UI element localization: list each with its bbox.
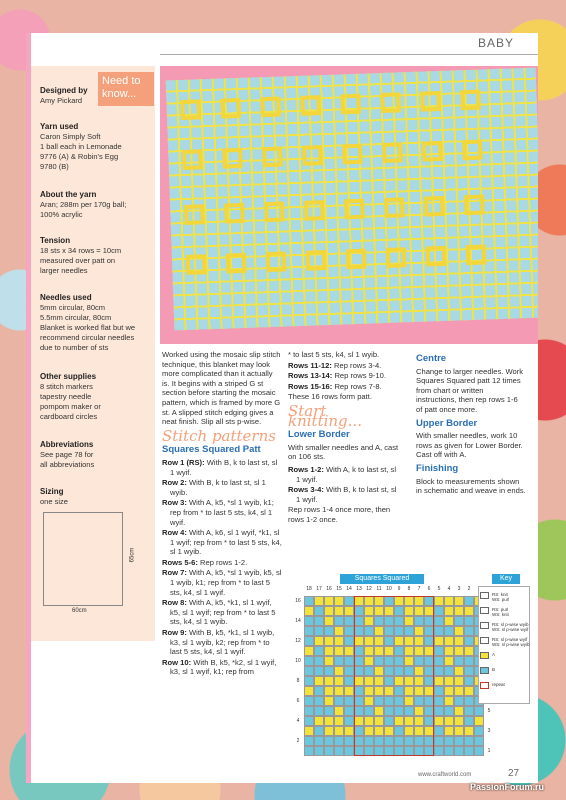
chart-row-number: 12 bbox=[295, 638, 301, 644]
chart-cell bbox=[464, 716, 474, 726]
chart-cell bbox=[334, 666, 344, 676]
chart-row-number: 6 bbox=[296, 698, 300, 704]
chart-cell bbox=[474, 706, 484, 716]
chart-cell bbox=[324, 706, 334, 716]
chart-cell bbox=[454, 666, 464, 676]
chart-col-number: 4 bbox=[447, 586, 451, 592]
chart-cell bbox=[464, 666, 474, 676]
chart-col-number: 15 bbox=[336, 586, 342, 592]
chart-cell bbox=[304, 726, 314, 736]
key-item: A bbox=[492, 652, 496, 657]
pattern-row: Row 8: With A, k5, *k1, sl 1 wyif, k5, sl 1 wyif; rep from * to last 5 sts, k4, sl 1 wyib. bbox=[162, 598, 276, 627]
patt-note: These 16 rows form patt. bbox=[288, 392, 372, 402]
chart-cell bbox=[334, 706, 344, 716]
chart-cell bbox=[444, 596, 454, 606]
chart-cell bbox=[444, 636, 454, 646]
chart-cell bbox=[464, 736, 474, 746]
pattern-row: Rows 11-12: Rep rows 3-4. bbox=[288, 360, 382, 370]
pattern-row: Row 1 (RS): With B, k to last st, sl 1 wyif. bbox=[162, 457, 278, 477]
row-continuation: * to last 5 sts, k4, sl 1 wyib. bbox=[288, 350, 380, 359]
schematic-diagram bbox=[43, 512, 123, 606]
chart-cell bbox=[444, 736, 454, 746]
chart-cell bbox=[464, 656, 474, 666]
chart-row-number: 10 bbox=[295, 658, 301, 664]
chart-cell bbox=[304, 596, 314, 606]
chart-cell bbox=[344, 626, 354, 636]
intro-text: Worked using the mosaic slip stitch technique, this blanket may look more complicated than it actually is. It begins with a striped G st section before starting the mosaic pattern, which is framed by more G st. A slipped stitch edging gives a neat finish. Slip all sts p-wise. bbox=[162, 350, 281, 427]
chart-cell bbox=[314, 606, 324, 616]
chart-cell bbox=[324, 676, 334, 686]
chart-cell bbox=[304, 636, 314, 646]
chart-cell bbox=[454, 726, 464, 736]
key-swatch bbox=[480, 682, 489, 689]
chart-cell bbox=[344, 706, 354, 716]
chart-cell bbox=[334, 596, 344, 606]
chart-cell bbox=[454, 656, 464, 666]
chart-cell bbox=[324, 606, 334, 616]
chart-cell bbox=[334, 686, 344, 696]
finishing-text: Block to measurements shown in schematic and weave in ends. bbox=[416, 476, 526, 496]
chart-cell bbox=[444, 716, 454, 726]
chart-cell bbox=[344, 726, 354, 736]
chart-col-number: 10 bbox=[386, 586, 392, 592]
chart-cell bbox=[454, 736, 464, 746]
chart-cell bbox=[444, 706, 454, 716]
chart-cell bbox=[464, 646, 474, 656]
chart-col-number: 3 bbox=[457, 586, 461, 592]
chart-cell bbox=[324, 666, 334, 676]
chart-cell bbox=[434, 636, 444, 646]
chart-cell bbox=[304, 746, 314, 756]
chart-cell bbox=[304, 616, 314, 626]
pattern-row: Row 3: With A, k5, *sl 1 wyib, k1; rep from * to last 5 sts, k4, sl 1 wyif. bbox=[162, 498, 274, 527]
chart-cell bbox=[304, 656, 314, 666]
chart-cell bbox=[444, 616, 454, 626]
chart-col-number: 7 bbox=[417, 586, 421, 592]
page-number: 27 bbox=[508, 768, 520, 779]
chart-cell bbox=[314, 656, 324, 666]
column-1 bbox=[162, 350, 282, 678]
chart-cell bbox=[334, 716, 344, 726]
chart-cell bbox=[304, 676, 314, 686]
abbreviations: Abbreviations See page 78 for all abbreviations bbox=[40, 440, 95, 469]
pattern-row: Rows 1-2: With A, k to last st, sl 1 wyif. bbox=[288, 464, 397, 484]
chart-row-number: 1 bbox=[487, 748, 491, 754]
chart-cell bbox=[334, 656, 344, 666]
tension: Tension 18 sts x 34 rows = 10cm measured over patt on larger needles bbox=[40, 236, 122, 275]
chart-cell bbox=[344, 696, 354, 706]
chart-row-number: 5 bbox=[487, 708, 491, 714]
footer-url: www.craftworld.com bbox=[418, 772, 472, 778]
chart-cell bbox=[474, 736, 484, 746]
chart-cell bbox=[324, 716, 334, 726]
chart-row-number: 2 bbox=[296, 738, 300, 744]
lower-border-rows bbox=[288, 465, 400, 504]
chart-cell bbox=[324, 736, 334, 746]
chart-cell bbox=[434, 726, 444, 736]
chart-cell bbox=[314, 696, 324, 706]
chart-cell bbox=[324, 626, 334, 636]
chart-cell bbox=[434, 716, 444, 726]
header-rule bbox=[160, 54, 538, 55]
pattern-row: Rows 3-4: With B, k to last st, sl 1 wyif. bbox=[288, 485, 397, 504]
knitted-blanket bbox=[166, 68, 538, 331]
chart-col-number: 16 bbox=[326, 586, 332, 592]
column-2 bbox=[288, 350, 400, 528]
chart-cell bbox=[464, 676, 474, 686]
chart-cell bbox=[334, 736, 344, 746]
chart-cell bbox=[334, 616, 344, 626]
chart-cell bbox=[434, 606, 444, 616]
other-supplies: Other supplies 8 stitch markers tapestry needle pompom maker or cardboard circles bbox=[40, 372, 101, 421]
chart-cell bbox=[314, 746, 324, 756]
pattern-row: Row 7: With A, k5, *sl 1 wyib, k5, sl 1 wyib, k1; rep from * to last 5 sts, k4, sl 1 wyif. bbox=[162, 568, 282, 597]
finishing-heading: Finishing bbox=[416, 462, 459, 474]
pattern-row: Row 4: With A, k6, sl 1 wyif, *k1, sl 1 wyif; rep from * to last 5 sts, k4, sl 1 wyib. bbox=[162, 528, 282, 557]
chart-cell bbox=[464, 636, 474, 646]
chart-cell bbox=[314, 706, 324, 716]
centre-text: Change to larger needles. Work Squares Squared patt 12 times from chart or written instructions, then rep rows 1-6 of patt once more. bbox=[416, 366, 524, 414]
chart-col-number: 2 bbox=[467, 586, 471, 592]
key-item: RS: purl WS: knit bbox=[492, 607, 509, 617]
upper-border-heading: Upper Border bbox=[416, 417, 478, 429]
key-swatch bbox=[480, 607, 489, 614]
chart-col-number: 14 bbox=[346, 586, 352, 592]
key-title: Key bbox=[492, 574, 520, 584]
chart-cell bbox=[454, 676, 464, 686]
chart-cell bbox=[304, 666, 314, 676]
key-item: RS: sl p-wise wyib WS: sl p-wise wyif bbox=[492, 622, 529, 632]
chart-cell bbox=[434, 696, 444, 706]
chart-cell bbox=[454, 626, 464, 636]
chart-cell bbox=[314, 726, 324, 736]
key-item: B bbox=[492, 667, 496, 672]
chart-cell bbox=[444, 656, 454, 666]
chart-cell bbox=[334, 696, 344, 706]
chart-col-number: 17 bbox=[316, 586, 322, 592]
chart-cell bbox=[344, 606, 354, 616]
chart-cell bbox=[314, 716, 324, 726]
chart-cell bbox=[334, 646, 344, 656]
chart-cell bbox=[454, 746, 464, 756]
chart-cell bbox=[434, 676, 444, 686]
chart-cell bbox=[334, 606, 344, 616]
chart-cell bbox=[344, 656, 354, 666]
chart-cell bbox=[464, 696, 474, 706]
chart-cell bbox=[324, 746, 334, 756]
key-swatch bbox=[480, 667, 489, 674]
chart-cell bbox=[454, 636, 464, 646]
chart-cell bbox=[434, 626, 444, 636]
chart-cell bbox=[344, 716, 354, 726]
pattern-row: Row 9: With B, k5, *k1, sl 1 wyib, k3, sl 1 wyib, k2; rep from * to last 5 sts, k4, sl 1 wyif. bbox=[162, 628, 275, 657]
repeat-outline bbox=[354, 596, 434, 756]
chart-col-number: 18 bbox=[306, 586, 312, 592]
pattern-rows bbox=[162, 458, 282, 677]
key-swatch bbox=[480, 622, 489, 629]
key-swatch bbox=[480, 637, 489, 644]
chart-cell bbox=[444, 606, 454, 616]
chart-cell bbox=[314, 626, 324, 636]
chart-cell bbox=[304, 696, 314, 706]
chart-cell bbox=[434, 746, 444, 756]
lower-border-heading: Lower Border bbox=[288, 429, 350, 441]
chart-cell bbox=[304, 706, 314, 716]
chart-cell bbox=[474, 726, 484, 736]
chart-col-number: 9 bbox=[397, 586, 401, 592]
chart-cell bbox=[314, 646, 324, 656]
chart-cell bbox=[454, 706, 464, 716]
pattern-row: Row 2: With B, k to last st, sl 1 wyib. bbox=[162, 478, 266, 497]
chart-cell bbox=[344, 616, 354, 626]
schematic-height: 65cm bbox=[129, 547, 136, 563]
chart-cell bbox=[324, 726, 334, 736]
chart-cell bbox=[324, 656, 334, 666]
chart-cell bbox=[344, 646, 354, 656]
centre-heading: Centre bbox=[416, 353, 447, 364]
chart-cell bbox=[464, 616, 474, 626]
chart-cell bbox=[464, 596, 474, 606]
chart-cell bbox=[344, 666, 354, 676]
chart-cell bbox=[334, 726, 344, 736]
chart-cell bbox=[314, 666, 324, 676]
chart-row-number: 4 bbox=[296, 718, 300, 724]
chart-cell bbox=[434, 646, 444, 656]
chart-cell bbox=[454, 686, 464, 696]
chart-cell bbox=[324, 636, 334, 646]
start-knitting-heading: Start knitting... bbox=[288, 401, 362, 430]
chart-col-number: 5 bbox=[437, 586, 441, 592]
needles-used: Needles used 5mm circular, 80cm 5.5mm circular, 80cm Blanket is worked flat but we recommend circular needles due to number of sts bbox=[40, 293, 136, 352]
chart-cell bbox=[314, 636, 324, 646]
chart-cell bbox=[454, 616, 464, 626]
chart-cell bbox=[454, 716, 464, 726]
chart-cell bbox=[474, 716, 484, 726]
upper-border-text: With smaller needles, work 10 rows as given for Lower Border. Cast off with A. bbox=[416, 431, 523, 460]
chart-cell bbox=[304, 736, 314, 746]
chart-cell bbox=[314, 736, 324, 746]
sizing: Sizing one size bbox=[40, 487, 68, 506]
chart-col-number: 13 bbox=[356, 586, 362, 592]
chart-cell bbox=[464, 606, 474, 616]
chart-cell bbox=[334, 676, 344, 686]
schematic-width: 60cm bbox=[72, 608, 87, 614]
chart-row-number: 16 bbox=[295, 598, 301, 604]
chart-cell bbox=[434, 706, 444, 716]
chart-cell bbox=[454, 606, 464, 616]
chart-cell bbox=[434, 616, 444, 626]
chart-cell bbox=[464, 706, 474, 716]
chart-cell bbox=[444, 746, 454, 756]
key-swatch bbox=[480, 592, 489, 599]
chart-cell bbox=[324, 616, 334, 626]
chart-cell bbox=[454, 596, 464, 606]
chart-col-number: 11 bbox=[376, 586, 382, 592]
blanket-photo bbox=[160, 66, 538, 344]
chart-cell bbox=[464, 746, 474, 756]
chart-cell bbox=[444, 696, 454, 706]
about-yarn: About the yarn Aran; 288m per 170g ball; 100% acrylic bbox=[40, 190, 127, 219]
chart-row-number: 8 bbox=[296, 678, 300, 684]
chart-cell bbox=[304, 626, 314, 636]
chart-cell bbox=[444, 666, 454, 676]
chart-cell bbox=[464, 686, 474, 696]
chart-cell bbox=[344, 676, 354, 686]
chart-cell bbox=[344, 736, 354, 746]
chart-cell bbox=[454, 696, 464, 706]
squares-heading: Squares Squared Patt bbox=[162, 444, 261, 456]
chart-cell bbox=[304, 716, 314, 726]
chart-cell bbox=[324, 596, 334, 606]
need-to-know-badge: Need to know... bbox=[98, 72, 154, 106]
chart-cell bbox=[474, 746, 484, 756]
key-item: RS: knit WS: purl bbox=[492, 592, 510, 602]
chart-cell bbox=[444, 676, 454, 686]
chart-title: Squares Squared bbox=[340, 574, 424, 584]
chart-cell bbox=[314, 596, 324, 606]
yarn-used: Yarn used Caron Simply Soft 1 ball each in Lemonade 9776 (A) & Robin's Egg 9780 (B) bbox=[40, 122, 122, 171]
chart-cell bbox=[344, 686, 354, 696]
chart-cell bbox=[314, 686, 324, 696]
pattern-row: Row 10: With B, k5, *k2, sl 1 wyif, k3, sl 1 wyif, k1; rep from bbox=[162, 657, 277, 677]
designed-by: Designed by Amy Pickard bbox=[40, 86, 88, 105]
key-item: RS: sl p-wise wyif WS: sl p-wise wyib bbox=[492, 637, 530, 647]
lower-border-end: Rep rows 1-4 once more, then rows 1-2 once. bbox=[288, 505, 391, 524]
chart-cell bbox=[464, 726, 474, 736]
stitch-patterns-heading: Stitch patterns bbox=[162, 426, 276, 445]
chart-cell bbox=[334, 626, 344, 636]
chart-cell bbox=[314, 616, 324, 626]
column-3 bbox=[416, 350, 526, 499]
chart-cell bbox=[444, 626, 454, 636]
chart-col-number: 8 bbox=[407, 586, 411, 592]
chart-row-number: 14 bbox=[295, 618, 301, 624]
chart-cell bbox=[434, 686, 444, 696]
chart-cell bbox=[454, 646, 464, 656]
chart-cell bbox=[324, 686, 334, 696]
chart-cell bbox=[334, 636, 344, 646]
chart-cell bbox=[304, 646, 314, 656]
chart-cell bbox=[324, 646, 334, 656]
watermark: PassionForum.ru bbox=[470, 782, 545, 792]
chart-cell bbox=[434, 656, 444, 666]
chart-cell bbox=[444, 726, 454, 736]
chart-cell bbox=[314, 676, 324, 686]
chart-cell bbox=[434, 736, 444, 746]
pattern-rows-2 bbox=[288, 361, 400, 392]
chart-cell bbox=[344, 746, 354, 756]
key-item: repeat bbox=[492, 682, 505, 687]
chart-cell bbox=[434, 596, 444, 606]
chart-col-number: 12 bbox=[366, 586, 372, 592]
pattern-row: Rows 13-14: Rep rows 9-10. bbox=[288, 371, 386, 381]
chart-cell bbox=[444, 686, 454, 696]
chart-cell bbox=[464, 626, 474, 636]
chart-row-number: 3 bbox=[487, 728, 491, 734]
pattern-row: Rows 5-6: Rep rows 1-2. bbox=[162, 557, 248, 567]
pattern-row: Rows 15-16: Rep rows 7-8. bbox=[288, 381, 382, 391]
section-label: BABY bbox=[478, 36, 515, 50]
chart-cell bbox=[334, 746, 344, 756]
chart-cell bbox=[304, 686, 314, 696]
chart-cell bbox=[434, 666, 444, 676]
chart-cell bbox=[344, 596, 354, 606]
chart-cell bbox=[444, 646, 454, 656]
key-swatch bbox=[480, 652, 489, 659]
chart-cell bbox=[344, 636, 354, 646]
lower-border-text: With smaller needles and A, cast on 106 sts. bbox=[288, 442, 399, 462]
chart-cell bbox=[324, 696, 334, 706]
chart-cell bbox=[304, 606, 314, 616]
chart-col-number: 6 bbox=[427, 586, 431, 592]
